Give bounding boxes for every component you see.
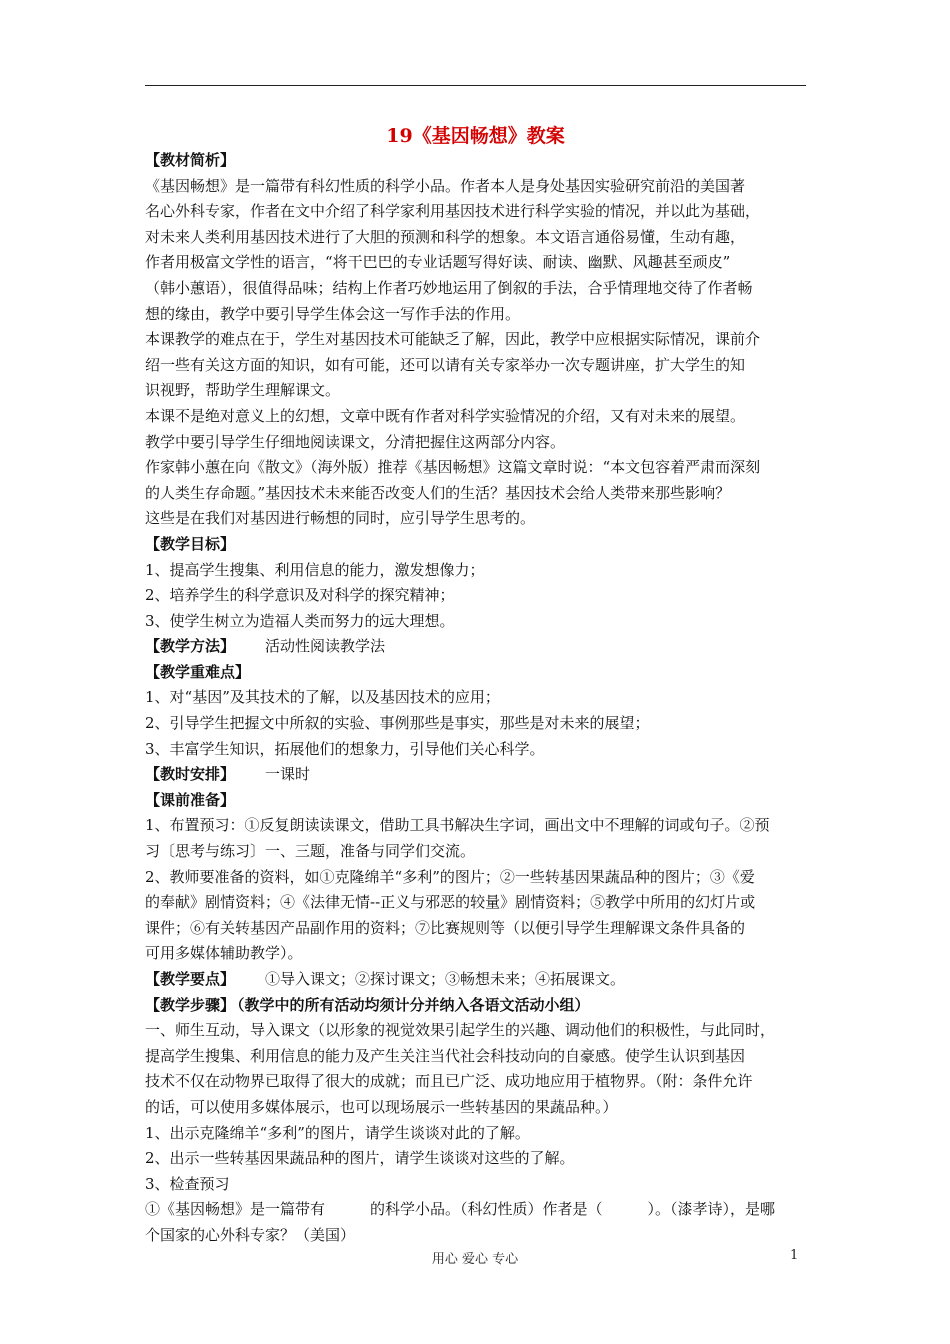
text-line — [145, 916, 807, 942]
line-text: 《基因畅想》是一篇带有科幻性质的科学小品。作者本人是身处基因实验研究前沿的美国著 — [145, 176, 746, 195]
text-line — [145, 1223, 807, 1249]
line-text: 作者用极富文学性的语言，“将干巴巴的专业话题写得好读、耐读、幽默、风趣甚至顽皮” — [145, 253, 731, 272]
line-text: （韩小蕙语），很值得品味；结构上作者巧妙地运用了倒叙的手法，合乎情理地交待了作者畅 — [145, 278, 753, 297]
section-heading: 【教材简析】 — [145, 151, 236, 169]
line-text: 习〔思考与练习〕一、三题，准备与同学们交流。 — [145, 842, 476, 861]
text-line — [145, 250, 807, 276]
line-text: ①《基因畅想》是一篇带有 的科学小品。（科幻性质）作者是（ ）。（漆孝诗），是哪 — [145, 1200, 776, 1219]
line-text: 可用多媒体辅助教学）。 — [145, 944, 303, 963]
text-line — [145, 1146, 807, 1172]
text-line — [145, 865, 807, 891]
text-line — [145, 1044, 807, 1070]
line-text: 3、检查预习 — [145, 1174, 230, 1193]
text-line — [145, 174, 807, 200]
section-heading-line — [145, 532, 807, 558]
section-heading: 【教学目标】 — [145, 534, 236, 553]
line-text: 想的缘由，教学中要引导学生体会这一写作手法的作用。 — [145, 304, 521, 323]
text-line — [145, 199, 807, 225]
heading-tail: ①导入课文；②探讨课文；③畅想未来；④拓展课文。 — [265, 970, 626, 988]
text-line — [145, 353, 807, 379]
line-text: 3、使学生树立为造福人类而努力的远大理想。 — [145, 611, 455, 630]
line-text: 3、丰富学生知识，拓展他们的想象力，引导他们关心科学。 — [145, 739, 545, 758]
section-heading-line — [145, 762, 807, 788]
text-line — [145, 685, 807, 711]
text-line — [145, 711, 807, 737]
line-text: 教学中要引导学生仔细地阅读课文，分清把握住这两部分内容。 — [145, 432, 566, 451]
section-heading: 【课前准备】 — [145, 790, 236, 809]
text-line — [145, 1197, 807, 1223]
text-line — [145, 813, 807, 839]
line-text: 的话，可以使用多媒体展示，也可以现场展示一些转基因的果蔬品种。） — [145, 1097, 618, 1116]
line-text: 2、培养学生的科学意识及对科学的探究精神； — [145, 586, 455, 605]
text-line — [145, 1121, 807, 1147]
section-heading-line — [145, 993, 807, 1019]
text-line — [145, 1172, 807, 1198]
line-text: 2、出示一些转基因果蔬品种的图片，请学生谈谈对这些的了解。 — [145, 1149, 575, 1168]
footer-text: 用心 爱心 专心 — [431, 1252, 519, 1267]
text-line — [145, 1018, 807, 1044]
header-rule — [145, 85, 806, 86]
line-text: 1、对“基因”及其技术的了解，以及基因技术的应用； — [145, 688, 500, 707]
line-text: 1、提高学生搜集、利用信息的能力，激发想像力； — [145, 560, 485, 579]
text-line — [145, 558, 807, 584]
section-heading: 【教时安排】 — [145, 765, 236, 784]
text-line — [145, 609, 807, 635]
line-text: 1、出示克隆绵羊“多利”的图片，请学生谈谈对此的了解。 — [145, 1123, 530, 1142]
line-text: 名心外科专家，作者在文中介绍了科学家利用基因技术进行科学实验的情况，并以此为基础， — [145, 202, 761, 221]
text-line — [145, 455, 807, 481]
line-text: 2、教师要准备的资料，如①克隆绵羊“多利”的图片；②一些转基因果蔬品种的图片；③《爱 — [145, 867, 755, 886]
section-heading-line — [145, 148, 807, 174]
document-body — [145, 148, 807, 1249]
line-text: 2、引导学生把握文中所叙的实验、事例那些是事实，那些是对未来的展望； — [145, 714, 650, 733]
text-line — [145, 1095, 807, 1121]
line-text: 1、布置预习：①反复朗读读课文，借助工具书解决生字词，画出文中不理解的词或句子。②预 — [145, 816, 770, 835]
heading-tail: 一课时 — [265, 765, 311, 784]
line-text: 对未来人类利用基因技术进行了大胆的预测和科学的想象。本文语言通俗易懂，生动有趣， — [145, 227, 746, 246]
text-line — [145, 839, 807, 865]
text-line — [145, 481, 807, 507]
text-line — [145, 302, 807, 328]
line-text: 识视野，帮助学生理解课文。 — [145, 381, 341, 400]
section-heading: 【教学重难点】 — [145, 662, 251, 681]
text-line — [145, 737, 807, 763]
section-heading-line — [145, 634, 807, 660]
text-line — [145, 327, 807, 353]
line-text: 一、师生互动，导入课文（以形象的视觉效果引起学生的兴趣、调动他们的积极性，与此同时， — [145, 1021, 776, 1040]
text-line — [145, 225, 807, 251]
line-text: 的奉献》剧情资料；④《法律无情--正义与邪恶的较量》剧情资料；⑤教学中所用的幻灯片或 — [145, 893, 756, 912]
section-heading: 【教学要点】 — [145, 970, 236, 988]
text-line — [145, 890, 807, 916]
line-text: 课件；⑥有关转基因产品副作用的资料；⑦比赛规则等（以便引导学生理解课文条件具备的 — [145, 918, 746, 937]
text-line — [145, 430, 807, 456]
heading-tail: 活动性阅读教学法 — [265, 637, 386, 656]
text-line — [145, 378, 807, 404]
text-line — [145, 276, 807, 302]
section-heading: 【教学步骤】 — [145, 995, 236, 1014]
line-text: 本课教学的难点在于，学生对基因技术可能缺乏了解，因此，教学中应根据实际情况，课前介 — [145, 330, 761, 349]
line-text: 个国家的心外科专家？（美国） — [145, 1225, 356, 1244]
text-line — [145, 1069, 807, 1095]
text-line — [145, 583, 807, 609]
text-line — [145, 941, 807, 967]
line-text: 提高学生搜集、利用信息的能力及产生关注当代社会科技动向的自豪感。使学生认识到基因 — [145, 1046, 746, 1065]
text-line — [145, 404, 807, 430]
line-text: 技术不仅在动物界已取得了很大的成就；而且已广泛、成功地应用于植物界。（附：条件允许 — [145, 1072, 753, 1091]
line-text: 本课不是绝对意义上的幻想，文章中既有作者对科学实验情况的介绍，又有对未来的展望。 — [145, 406, 746, 425]
line-text: 绍一些有关这方面的知识，如有可能，还可以请有关专家举办一次专题讲座，扩大学生的知 — [145, 355, 746, 374]
section-heading-line — [145, 788, 807, 814]
document-title: 19《基因畅想》教案 — [386, 125, 565, 147]
line-text: 作家韩小蕙在向《散文》（海外版）推荐《基因畅想》这篇文章时说：“本文包容着严肃而深刻 — [145, 458, 761, 477]
section-heading-line — [145, 660, 807, 686]
section-heading: 【教学方法】 — [145, 637, 236, 656]
heading-tail: （教学中的所有活动均须计分并纳入各语文活动小组） — [237, 995, 590, 1014]
section-heading-line — [145, 967, 807, 993]
text-line — [145, 506, 807, 532]
line-text: 这些是在我们对基因进行畅想的同时，应引导学生思考的。 — [145, 509, 536, 528]
page-number: 1 — [790, 1248, 799, 1263]
line-text: 的人类生存命题。”基因技术未来能否改变人们的生活？基因技术会给人类带来那些影响？ — [145, 483, 731, 502]
